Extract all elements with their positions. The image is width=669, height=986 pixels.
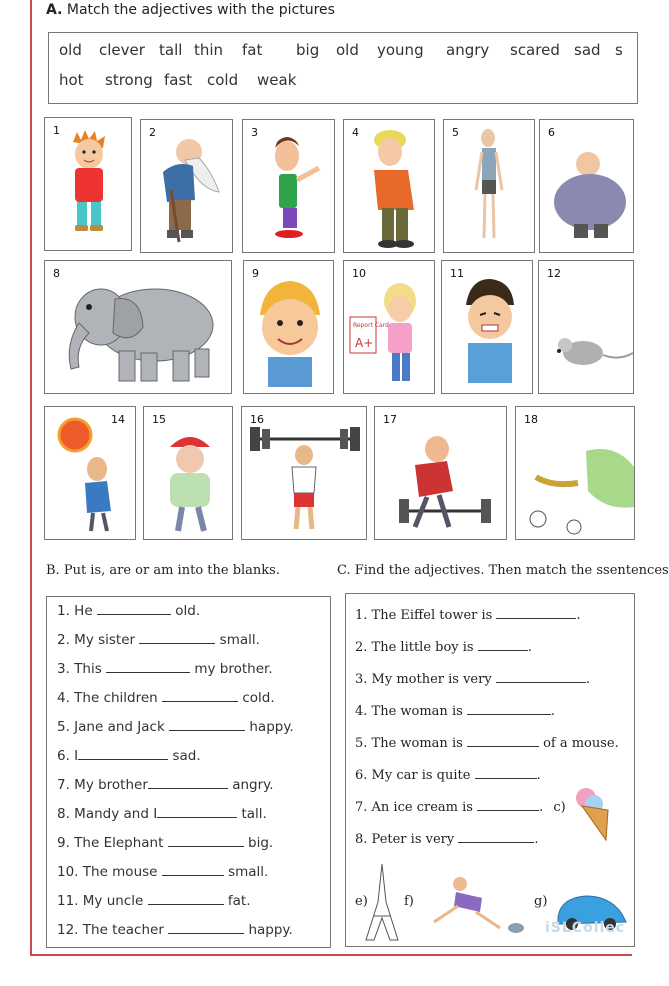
picture-2-old-man: 2 (140, 119, 233, 253)
answer-blank[interactable] (478, 640, 528, 651)
word-young: young (377, 41, 424, 59)
happy-boy-illustration (244, 261, 335, 395)
word-big: big (296, 41, 320, 59)
fast-runner-illustration (516, 407, 636, 541)
exercise-c-item-7: 7. An ice cream is . c) (355, 800, 566, 815)
exercise-b-item-10: 10. The mouse small. (57, 864, 269, 880)
exercise-c-item-4: 4. The woman is . (355, 704, 556, 719)
picture-6-fat-man: 6 (539, 119, 634, 253)
exercise-b-item-2: 2. My sister small. (57, 632, 260, 648)
exercise-b-item-7: 7. My brother angry. (57, 777, 274, 793)
picture-9-happy-boy: 9 (243, 260, 334, 394)
answer-blank[interactable] (458, 832, 534, 843)
exercise-b-item-4: 4. The children cold. (57, 690, 275, 706)
exercise-c-item-3: 3. My mother is very . (355, 672, 590, 687)
young-boy-illustration (45, 118, 133, 252)
word-old-2: old (336, 41, 359, 59)
answer-blank[interactable] (168, 836, 244, 847)
eiffel-tower-icon (362, 862, 402, 942)
adjective-word-box (48, 32, 638, 104)
section-b-title: B. Put is, are or am into the blanks. (46, 563, 280, 578)
answer-blank[interactable] (162, 691, 238, 702)
word-angry: angry (446, 41, 490, 59)
clever-girl-illustration (344, 261, 436, 395)
word-cold: cold (207, 71, 239, 89)
exercise-b-item-8: 8. Mandy and I tall. (57, 806, 267, 822)
exercise-b-item-11: 11. My uncle fat. (57, 893, 251, 909)
exercise-c-item-1: 1. The Eiffel tower is . (355, 608, 581, 623)
picture-8-elephant: 8 (44, 260, 232, 394)
picture-14-hot-man: 14 (44, 406, 136, 540)
thin-man-illustration (444, 120, 536, 254)
report-card-grade: A+ (355, 336, 374, 350)
word-thin: thin (194, 41, 224, 59)
answer-blank[interactable] (496, 672, 586, 683)
picture-17-weak-man: 17 (374, 406, 507, 540)
exercise-c-item-5: 5. The woman is of a mouse. (355, 736, 619, 751)
word-tall: tall (159, 41, 183, 59)
section-c-box (345, 593, 635, 947)
section-a-title: A. Match the adjectives with the pictures (46, 2, 335, 18)
picture-5-thin-man: 5 (443, 119, 535, 253)
running-woman-icon (420, 872, 530, 942)
picture-4-angry-man: 4 (343, 119, 435, 253)
picture-18-fast-runner: 18 (515, 406, 635, 540)
hot-man-illustration (45, 407, 137, 541)
word-sad: sad (574, 41, 601, 59)
word-hot: hot (59, 71, 84, 89)
answer-blank[interactable] (467, 736, 539, 747)
word-strong: strong (105, 71, 153, 89)
fat-man-illustration (540, 120, 635, 254)
match-letter-e: e) (355, 894, 368, 909)
answer-blank[interactable] (496, 608, 576, 619)
word-weak: weak (257, 71, 297, 89)
picture-11-sad-boy: 11 (441, 260, 533, 394)
answer-blank[interactable] (78, 749, 168, 760)
answer-blank[interactable] (477, 800, 539, 811)
picture-15-cold-man: 15 (143, 406, 233, 540)
picture-3-thin-man: 3 (242, 119, 335, 253)
answer-blank[interactable] (106, 662, 190, 673)
answer-blank[interactable] (148, 894, 224, 905)
answer-blank[interactable] (97, 604, 171, 615)
word-fat: fat (242, 41, 263, 59)
section-b-box (46, 596, 331, 948)
picture-16-strong-man: 16 (241, 406, 367, 540)
tall-man-illustration (344, 120, 436, 254)
section-c-title: C. Find the adjectives. Then match the ssentences (337, 563, 669, 578)
word-fast: fast (164, 71, 193, 89)
word-scared: scared (510, 41, 560, 59)
answer-blank[interactable] (162, 865, 224, 876)
answer-blank[interactable] (157, 807, 237, 818)
exercise-b-item-1: 1. He old. (57, 603, 201, 619)
picture-12-mouse: 12 (538, 260, 634, 394)
word-clever: clever (99, 41, 145, 59)
answer-blank[interactable] (168, 923, 244, 934)
exercise-c-item-2: 2. The little boy is . (355, 640, 532, 655)
watermark: iSLCollec (545, 920, 626, 936)
strong-man-illustration (242, 407, 368, 541)
picture-1-young-boy: 1 (44, 117, 132, 251)
answer-blank[interactable] (148, 778, 228, 789)
mouse-illustration (539, 261, 635, 395)
exercise-b-item-5: 5. Jane and Jack happy. (57, 719, 294, 735)
exercise-c-item-8: 8. Peter is very . (355, 832, 539, 847)
answer-blank[interactable] (169, 720, 245, 731)
answer-blank[interactable] (139, 633, 215, 644)
clever-man-illustration (243, 120, 336, 254)
report-card-label: Report Card (353, 322, 389, 329)
ice-cream-icon (572, 784, 612, 844)
old-man-illustration (141, 120, 234, 254)
exercise-b-item-6: 6. I sad. (57, 748, 201, 764)
elephant-illustration (45, 261, 233, 395)
match-letter-c: c) (553, 800, 566, 815)
weak-man-illustration (375, 407, 508, 541)
exercise-b-item-12: 12. The teacher happy. (57, 922, 293, 938)
match-letter-f: f) (404, 894, 414, 909)
cold-man-illustration (144, 407, 234, 541)
word-cut: s (615, 41, 623, 59)
sad-boy-illustration (442, 261, 534, 395)
exercise-c-item-6: 6. My car is quite . (355, 768, 541, 783)
exercise-b-item-3: 3. This my brother. (57, 661, 273, 677)
picture-10-clever-girl: 10 Report Card A+ (343, 260, 435, 394)
answer-blank[interactable] (467, 704, 551, 715)
exercise-b-item-9: 9. The Elephant big. (57, 835, 274, 851)
match-letter-g: g) (534, 894, 548, 909)
answer-blank[interactable] (475, 768, 537, 779)
word-old: old (59, 41, 82, 59)
